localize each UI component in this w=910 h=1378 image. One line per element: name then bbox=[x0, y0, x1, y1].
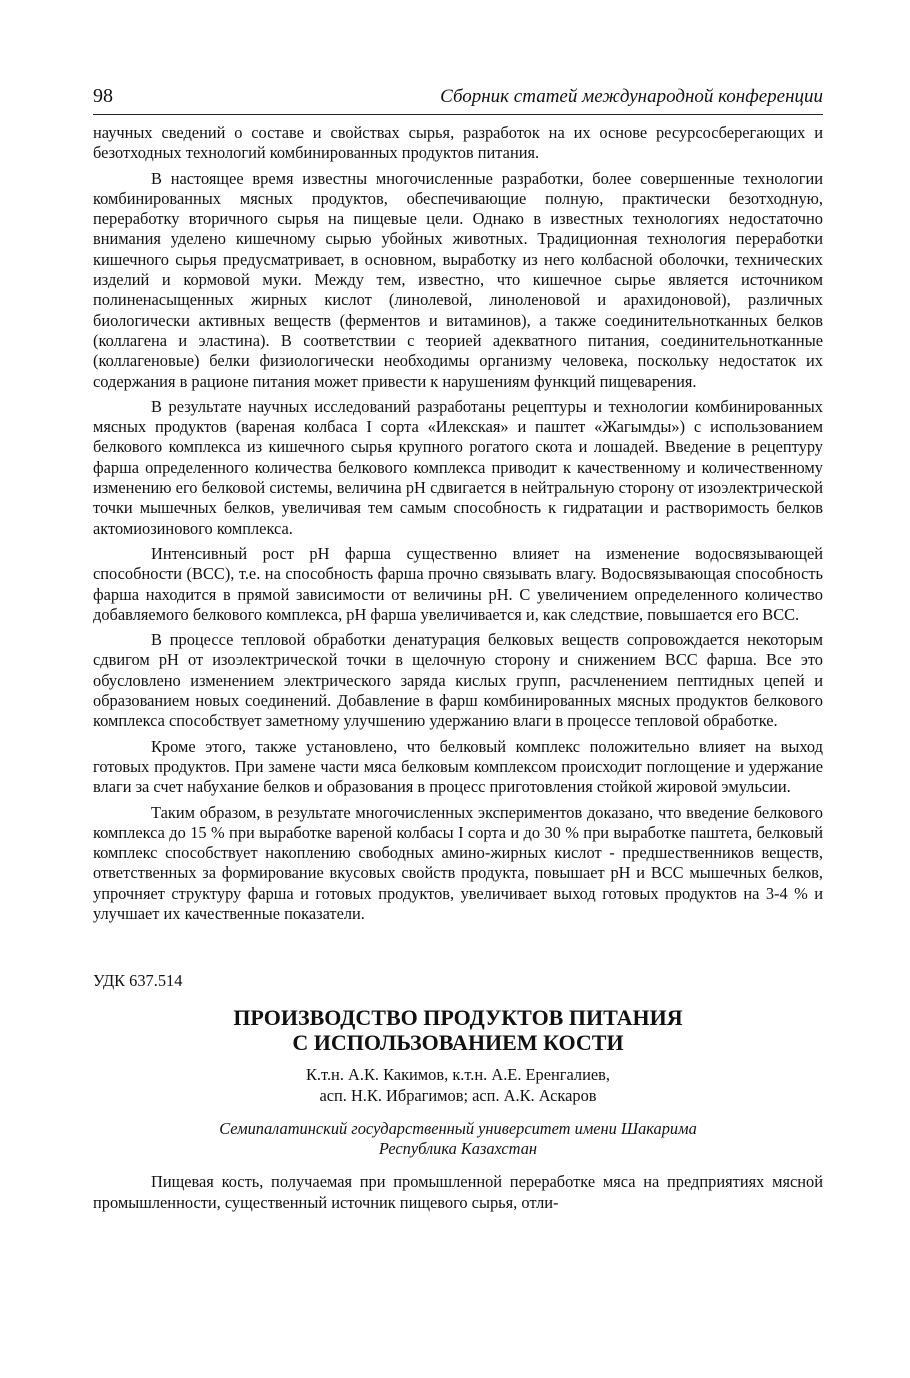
article-title bbox=[93, 1005, 823, 1055]
paragraph: Пищевая кость, получаемая при промышленной переработке мяса на предприятиях мясной промышленности, существенный источник пищевого сырья, отли- bbox=[93, 1172, 823, 1212]
paragraph: научных сведений о составе и свойствах сырья, разработок на их основе ресурсосберегающих и безотходных технологий комбинированных продуктов питания. bbox=[93, 123, 823, 163]
udk-code: УДК 637.514 bbox=[93, 971, 183, 991]
paragraph: Таким образом, в результате многочисленных экспериментов доказано, что введение белкового комплекса до 15 % при выработке вареной колбасы I сорта и до 30 % при выработке паштета, белковый комплекс способствует накоплению свободных амино-жирных кислот - предшественников веществ, ответственных за формирование вкусовых свойств продукта, повышает рН и ВСС мышечных белков, упрочняет структуру фарша и готовых продуктов, увеличивает выход готовых продуктов на 3-4 % и улучшает их качественные показатели. bbox=[93, 802, 823, 923]
paragraph: Кроме этого, также установлено, что белковый комплекс положительно влияет на выход готовых продуктов. При замене части мяса белковым комплексом происходит поглощение и удержание влаги за счет набухание белков и образования в процесс приготовления стойкой жировой эмульсии. bbox=[93, 736, 823, 797]
article-intro bbox=[93, 1172, 823, 1213]
paragraph: В результате научных исследований разработаны рецептуры и технологии комбинированных мясных продуктов (вареная колбаса I сорта «Илекская» и паштет «Жагымды») с использованием белкового комплекса из кишечного сырья крупного рогатого скота и лошадей. Введение в рецептуру фарша определенного количества белкового комплекса приводит к качественному и количественному изменению его белковой системы, величина рН сдвигается в нейтральную сторону от изоэлектрической точки мышечных белков, увеличивая тем самым способность к гидратации и растворимость белков актомиозинового комплекса. bbox=[93, 396, 823, 538]
article-authors bbox=[93, 1065, 823, 1106]
page-header bbox=[93, 85, 823, 115]
body-text bbox=[93, 123, 823, 924]
affiliation-line: Республика Казахстан bbox=[378, 1139, 538, 1159]
running-title: Сборник статей международной конференции bbox=[440, 86, 823, 107]
page-number: 98 bbox=[93, 85, 113, 107]
article-affiliation bbox=[93, 1119, 823, 1160]
authors-line: К.т.н. А.К. Какимов, к.т.н. А.Е. Еренгалиев, bbox=[306, 1065, 610, 1085]
paragraph: Интенсивный рост рН фарша существенно влияет на изменение водосвязывающей способности (ВСС), т.е. на способность фарша прочно связывать влагу. Водосвязывающая способность фарша находится в прямой зависимости от величины рН. С увеличением определенного количество добавляемого белкового комплекса, рН фарша увеличивается и, как следствие, повышается его ВСС. bbox=[93, 543, 823, 624]
paragraph: В процессе тепловой обработки денатурация белковых веществ сопровождается некоторым сдвигом рН от изоэлектрической точки в щелочную сторону и снижением ВСС фарша. Все это обусловлено изменением электрического заряда кислых групп, расчленением пептидных цепей и образованием новых соединений. Добавление в фарш комбинированных мясных продуктов белкового комплекса способствует заметному улучшению удержанию влаги в процессе тепловой обработке. bbox=[93, 630, 823, 731]
authors-line: асп. Н.К. Ибрагимов; асп. А.К. Аскаров bbox=[319, 1085, 597, 1105]
article-title-line: С ИСПОЛЬЗОВАНИЕМ КОСТИ bbox=[292, 1030, 624, 1056]
article-title-line: ПРОИЗВОДСТВО ПРОДУКТОВ ПИТАНИЯ bbox=[233, 1005, 683, 1031]
document-page bbox=[93, 85, 823, 1213]
affiliation-line: Семипалатинский государственный университет имени Шакарима bbox=[219, 1118, 697, 1138]
paragraph: В настоящее время известны многочисленные разработки, более совершенные технологии комбинированных мясных продуктов, обеспечивающие полную, практически безотходную, переработку вторичного сырья на пищевые цели. Однако в известных технологиях недостаточно внимания уделено кишечному сырью убойных животных. Традиционная технология переработки кишечного сырья предусматривает, в основном, выработку из него колбасной оболочки, технических изделий и кормовой муки. Между тем, известно, что кишечное сырье является источником полиненасыщенных жирных кислот (линолевой, линоленовой и арахидоновой), различных биологически активных веществ (ферментов и витаминов), а также соединительнотканных белков (коллагена и эластина). В соответствии с теорией адекватного питания, соединительнотканные (коллагеновые) белки физиологически необходимы организму человека, поскольку недостаток их содержания в рационе питания может привести к нарушениям функций пищеварения. bbox=[93, 168, 823, 391]
